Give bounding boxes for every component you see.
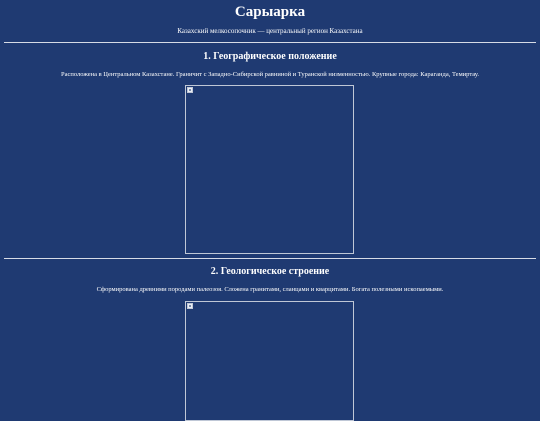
section-1-image bbox=[185, 85, 354, 254]
page-title: Сарыарка bbox=[234, 4, 306, 20]
page-subtitle: Казахский мелкосопочник — центральный регион Казахстана bbox=[177, 27, 363, 35]
section-1-text: Расположена в Центральном Казахстане. Граничит с Западно-Сибирской равниной и Туранской низменностью. Крупные города: Караганда, Темиртау. bbox=[60, 71, 480, 78]
broken-image-icon bbox=[187, 303, 193, 309]
section-2-text: Сформирована древними породами палеозоя. Сложена гранитами, сланцами и кварцитами. Богата полезными ископаемыми. bbox=[96, 286, 444, 293]
broken-image-icon bbox=[187, 87, 193, 93]
section-1-heading: 1. Географическое положение bbox=[203, 51, 337, 62]
section-divider bbox=[4, 258, 536, 259]
header-divider bbox=[4, 42, 536, 43]
section-2-heading: 2. Геологическое строение bbox=[210, 266, 330, 277]
section-2-image bbox=[185, 301, 354, 421]
